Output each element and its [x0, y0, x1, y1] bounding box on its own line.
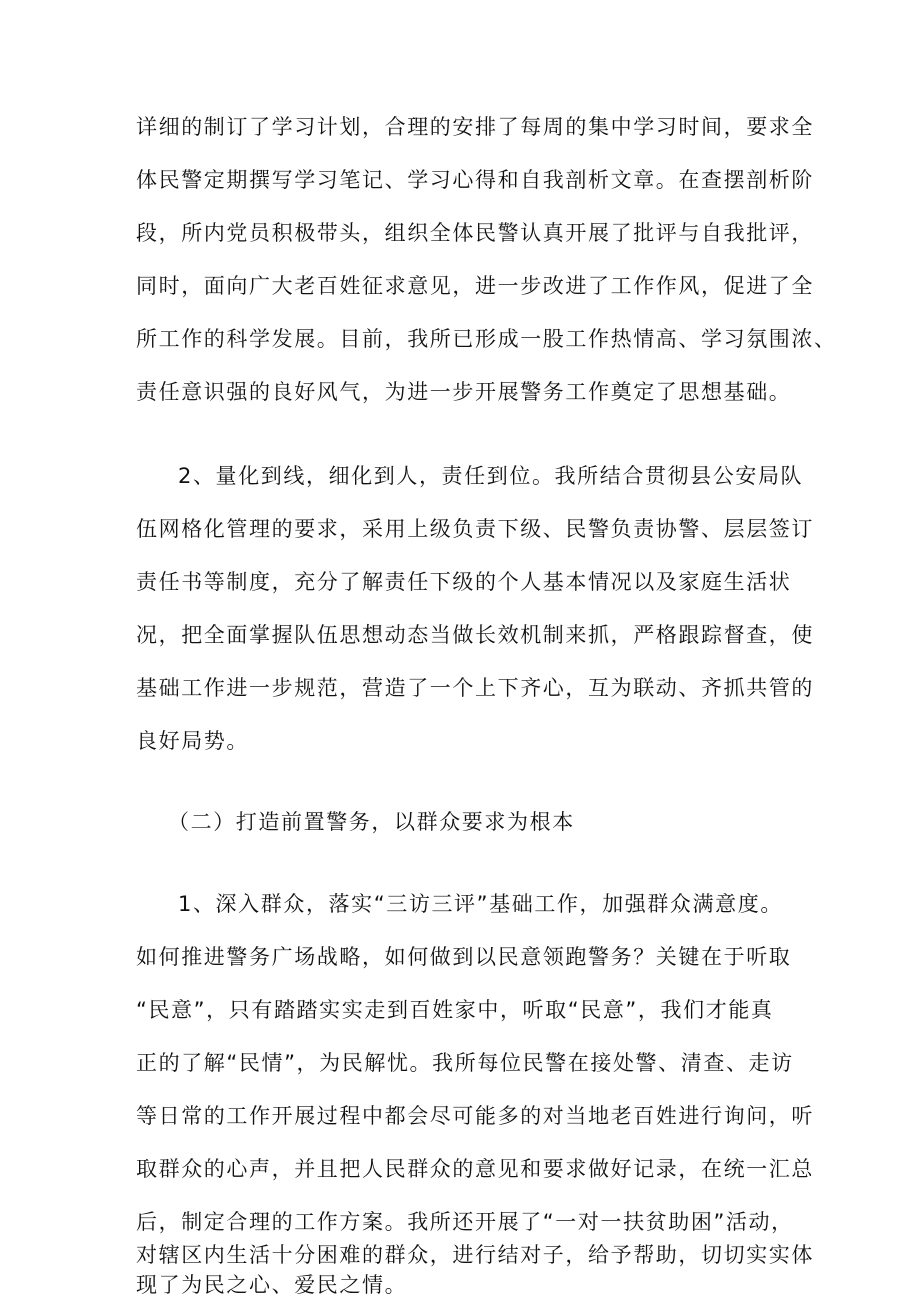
- text-line: 伍网格化管理的要求，采用上级负责下级、民警负责协警、层层签订: [136, 517, 814, 541]
- text-line: 基础工作进一步规范，营造了一个上下齐心，互为联动、齐抓共管的: [136, 676, 814, 700]
- paragraph-heading: 2、量化到线，细化到人，责任到位。我所结合贯彻县公安局队: [178, 464, 804, 488]
- text-line: 责任意识强的良好风气，为进一步开展警务工作奠定了思想基础。: [136, 380, 792, 404]
- text-line: “民意”，只有踏踏实实走到百姓家中，听取“民意”，我们才能真: [136, 998, 774, 1022]
- text-line: 详细的制订了学习计划，合理的安排了每周的集中学习时间，要求全: [136, 115, 814, 139]
- text-line: 后，制定合理的工作方案。我所还开展了“一对一扶贫助困”活动，: [136, 1210, 794, 1234]
- text-line: 体民警定期撰写学习笔记、学习心得和自我剖析文章。在查摆剖析阶: [136, 168, 814, 192]
- text-line: 正的了解“民情”，为民解忧。我所每位民警在接处警、清查、走访: [136, 1051, 794, 1075]
- text-line: 所工作的科学发展。目前，我所已形成一股工作热情高、学习氛围浓、: [136, 327, 837, 351]
- text-line: 段，所内党员积极带头，组织全体民警认真开展了批评与自我批评，: [136, 221, 814, 245]
- text-line: 现了为民之心、爱民之情。: [136, 1273, 408, 1297]
- text-line: 同时，面向广大老百姓征求意见，进一步改进了工作作风，促进了全: [136, 274, 814, 298]
- text-line: 取群众的心声，并且把人民群众的意见和要求做好记录，在统一汇总: [136, 1157, 814, 1181]
- section-heading: （二）打造前置警务，以群众要求为根本: [168, 810, 575, 834]
- text-line: 良好局势。: [136, 729, 249, 753]
- text-line: 对辖区内生活十分困难的群众，进行结对子，给予帮助，切切实实体: [136, 1243, 814, 1267]
- text-line: 等日常的工作开展过程中都会尽可能多的对当地老百姓进行询问，听: [136, 1104, 814, 1128]
- text-line: 况，把全面掌握队伍思想动态当做长效机制来抓，严格跟踪督查，使: [136, 623, 814, 647]
- text-line: 责任书等制度，充分了解责任下级的个人基本情况以及家庭生活状: [136, 570, 792, 594]
- paragraph-heading: 1、深入群众，落实“三访三评”基础工作，加强群众满意度。: [178, 892, 783, 916]
- text-line: 如何推进警务广场战略，如何做到以民意领跑警务？关键在于听取: [136, 945, 792, 969]
